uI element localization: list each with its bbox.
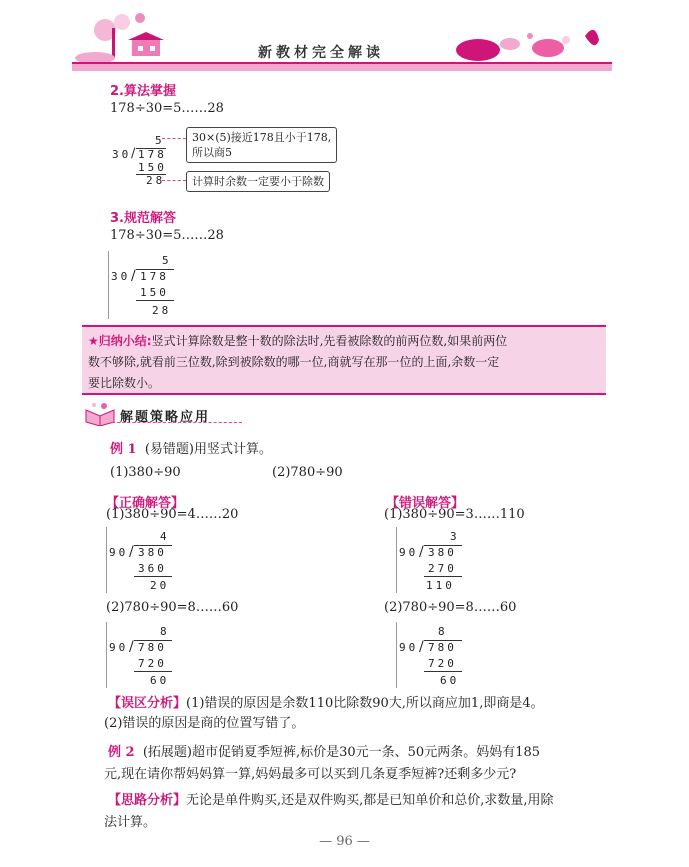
- product: 360: [138, 562, 167, 575]
- division-frame: [108, 251, 109, 319]
- remainder: 28: [152, 304, 172, 317]
- section2-heading: 2.算法掌握: [110, 84, 176, 99]
- dividend: 178: [138, 148, 167, 161]
- mistake-analysis-line1: [108, 694, 544, 714]
- example1-text: (易错题)用竖式计算。: [144, 442, 272, 457]
- section3-long-division: [108, 251, 178, 321]
- section2-equation: 178÷30=5……28: [110, 101, 224, 116]
- example2: [104, 742, 541, 786]
- quotient: 5: [155, 134, 165, 147]
- wrong-eq2: (2)780÷90=8……60: [384, 600, 517, 615]
- dividend: 380: [138, 546, 167, 559]
- product: 150: [138, 161, 167, 174]
- summary-box: [82, 325, 606, 395]
- example1-q1: (1)380÷90: [110, 465, 181, 480]
- dividend: 780: [138, 641, 167, 654]
- mistake-analysis-line2: (2)错误的原因是商的位置写错了。: [104, 716, 305, 731]
- divisor: 90: [109, 546, 129, 559]
- correct-division1: [106, 527, 176, 595]
- dividend: 380: [428, 546, 457, 559]
- product: 720: [428, 657, 457, 670]
- note1-line1: 30×(5)接近178且小于178,: [192, 131, 332, 144]
- correct-eq1: (1)380÷90=4……20: [106, 507, 239, 522]
- subtraction-line: [134, 671, 172, 672]
- division-bracket: /: [129, 544, 134, 560]
- approach-analysis: [104, 790, 554, 834]
- quotient: 8: [438, 625, 448, 638]
- division-frame: [106, 527, 107, 593]
- page-number: — 96 —: [319, 834, 370, 849]
- dividend: 178: [140, 270, 169, 283]
- section2-note2: 计算时余数一定要小于除数: [186, 171, 330, 192]
- approach-label: 【思路分析】: [108, 793, 187, 808]
- product: 720: [138, 657, 167, 670]
- subtraction-line: [136, 300, 174, 301]
- summary-line2: 数不够除,就看前三位数,除到被除数的哪一位,商就写在那一位的上面,余数一定: [88, 355, 500, 369]
- divisor: 90: [399, 546, 419, 559]
- header-title: 新教材完全解读: [258, 45, 384, 61]
- division-frame: [396, 527, 397, 593]
- summary-label: ★归纳小结:: [88, 334, 152, 348]
- example2-line2: 元,现在请你帮妈妈算一算,妈妈最多可以买到几条夏季短裤?还剩多少元?: [104, 767, 517, 782]
- example1-label: 例 1: [110, 442, 137, 457]
- quotient: 3: [450, 530, 460, 543]
- wrong-division1: [396, 527, 468, 595]
- mistake-analysis-text1: (1)错误的原因是余数110比除数90大,所以商应加1,即商是4。: [186, 696, 544, 711]
- quotient: 8: [160, 625, 170, 638]
- mistake-analysis: [104, 694, 544, 734]
- example2-line1: [108, 742, 540, 764]
- correct-eq2: (2)780÷90=8……60: [106, 600, 239, 615]
- header-decoration: [0, 0, 689, 80]
- summary-line1-text: 竖式计算除数是整十数的除法时,先看被除数的前两位数,如果前两位: [151, 334, 508, 348]
- section3-heading: 3.规范解答: [110, 211, 176, 226]
- division-bracket: /: [419, 639, 424, 655]
- strategy-title: 解题策略应用: [120, 410, 211, 425]
- division-bracket: /: [419, 544, 424, 560]
- product: 150: [140, 286, 169, 299]
- summary-text: [88, 331, 507, 394]
- approach-line2: 法计算。: [104, 815, 157, 830]
- note1-connector: [162, 138, 186, 139]
- division-bracket: /: [129, 639, 134, 655]
- remainder: 20: [150, 579, 170, 592]
- section2-long-division: [110, 134, 180, 194]
- divisor: 30: [112, 148, 132, 161]
- divisor: 90: [399, 641, 419, 654]
- division-bracket: /: [131, 146, 136, 161]
- remainder: 60: [150, 674, 170, 687]
- remainder: 110: [426, 579, 455, 592]
- strategy-heading: [82, 400, 602, 426]
- correct-label: 【正确解答】: [106, 496, 185, 511]
- subtraction-line: [134, 576, 172, 577]
- summary-line3: 要比除数小。: [88, 376, 161, 390]
- example2-text1: (拓展题)超市促销夏季短裤,标价是30元一条、50元两条。妈妈有185: [142, 745, 541, 760]
- mistake-analysis-label: 【误区分析】: [108, 696, 187, 711]
- section2-note1: [186, 127, 337, 163]
- wrong-label: 【错误解答】: [386, 496, 465, 511]
- remainder: 28: [146, 174, 166, 187]
- subtraction-line: [424, 671, 462, 672]
- correct-division2: [106, 622, 176, 690]
- remainder: 60: [440, 674, 460, 687]
- dividend: 780: [428, 641, 457, 654]
- quotient: 5: [162, 254, 172, 267]
- quotient: 4: [160, 530, 170, 543]
- division-bracket: /: [131, 268, 136, 284]
- note2-connector: [162, 180, 186, 181]
- divisor: 30: [111, 270, 131, 283]
- approach-text1: 无论是单件购买,还是双件购买,都是已知单价和总价,求数量,用除: [186, 793, 554, 808]
- example1-prompt: [110, 442, 272, 458]
- approach-line1: [108, 790, 554, 812]
- divisor: 90: [109, 641, 129, 654]
- example2-label: 例 2: [108, 745, 135, 760]
- section3-equation: 178÷30=5……28: [110, 228, 224, 243]
- wrong-eq1: (1)380÷90=3……110: [384, 507, 525, 522]
- header-banner: [0, 0, 689, 80]
- product: 270: [428, 562, 457, 575]
- summary-line1: [88, 331, 507, 352]
- note1-line2: 所以商5: [192, 146, 232, 159]
- division-frame: [396, 622, 397, 688]
- division-frame: [106, 622, 107, 688]
- subtraction-line: [424, 576, 462, 577]
- strategy-underline: [112, 422, 242, 424]
- wrong-division2: [396, 622, 468, 690]
- example1-q2: (2)780÷90: [272, 465, 343, 480]
